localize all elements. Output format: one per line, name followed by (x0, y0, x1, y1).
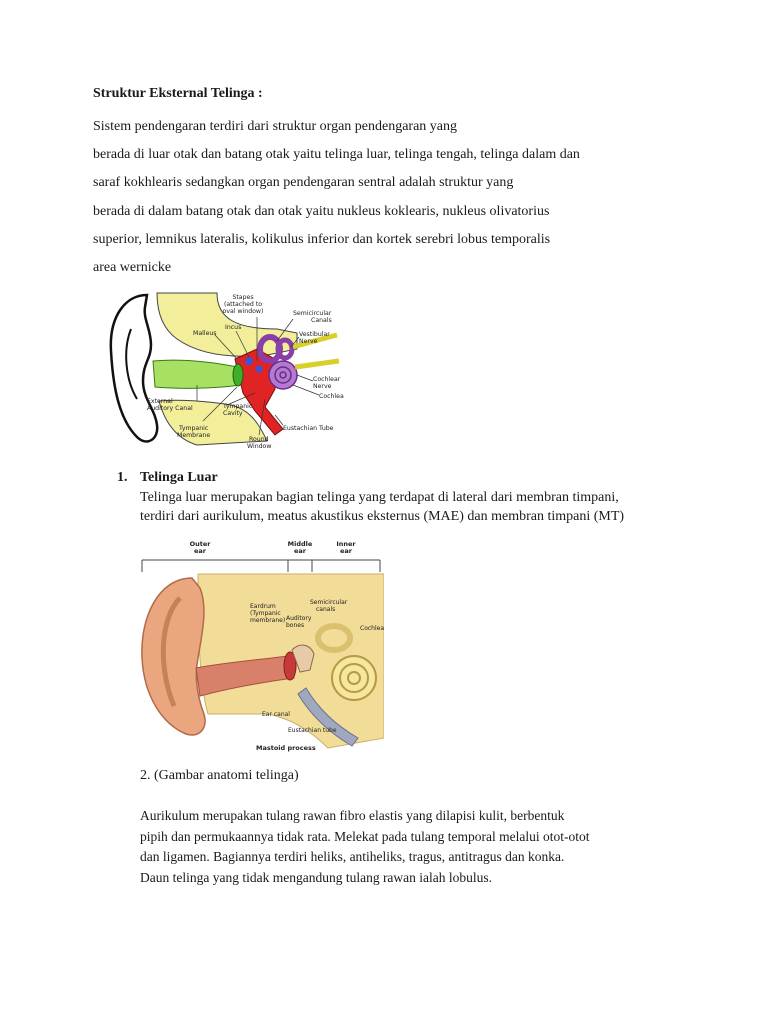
label-external-canal: Auditory Canal (147, 405, 193, 412)
section-heading: Struktur Eksternal Telinga : (93, 86, 263, 101)
label-ear-canal: Ear canal (262, 711, 290, 718)
intro-paragraph (93, 113, 713, 282)
label-outer-ear: Outer (189, 540, 211, 548)
label-cochlear-nerve: Nerve (313, 383, 332, 390)
paragraph-line: Daun telinga yang tidak mengandung tulang rawan ialah lobulus. (140, 869, 493, 885)
label-cochlea: Cochlea (360, 625, 384, 632)
label-semicircular: Semicircular (293, 310, 332, 317)
paragraph-line: berada di luar otak dan batang otak yaitu telinga luar, telinga tengah, telinga dalam dan (93, 147, 580, 163)
label-eustachian-tube: Eustachian tube (288, 727, 337, 734)
label-stapes-note: oval window) (222, 308, 264, 315)
label-outer-ear: ear (193, 547, 207, 555)
paragraph-line: berada di dalam batang otak dan otak yaitu nukleus koklearis, nukleus olivatorius (93, 203, 550, 219)
ossicle-shape (245, 357, 253, 365)
label-semicircular: Canals (311, 317, 332, 324)
paragraph-line: superior, lemnikus lateralis, kolikulus inferior dan kortek serebri lobus temporalis (93, 231, 551, 247)
label-tympanic-membrane: Membrane (177, 432, 211, 439)
label-inner-ear: ear (339, 547, 353, 555)
label-eustachian: Eustachian Tube (283, 425, 334, 432)
pinna (142, 578, 205, 735)
list-number: 1. (117, 470, 128, 485)
label-eardrum: Eardrum (250, 603, 276, 610)
cochlea (332, 656, 376, 700)
label-mastoid: Mastoid process (256, 744, 316, 752)
pinna-shape (111, 295, 157, 441)
label-eardrum: membrane) (250, 617, 286, 624)
label-stapes: Stapes (232, 294, 254, 301)
label-semicircular: canals (316, 606, 336, 613)
label-middle-ear: Middle (287, 540, 313, 548)
label-stapes-note: (attached to (223, 301, 263, 308)
paragraph-line: saraf kokhlearis sedangkan organ pendengaran sentral adalah struktur yang (93, 175, 514, 191)
label-cochlea: Cochlea (319, 393, 344, 400)
label-external-canal: External (147, 398, 173, 405)
label-incus: Incus (225, 324, 242, 331)
label-tympanic-cavity: Tympanic (223, 403, 253, 410)
list-item-body (140, 488, 624, 526)
cochlea-shape (269, 361, 297, 389)
label-auditory-bones: bones (286, 622, 305, 629)
tympanic-membrane-shape (233, 364, 243, 386)
label-semicircular: Semicircular (310, 599, 348, 606)
label-eardrum: (Tympanic (250, 610, 281, 617)
ear-cross-section-figure (138, 538, 384, 754)
label-cochlear-nerve: Cochlear (313, 376, 341, 383)
auricle-paragraph (140, 806, 589, 888)
label-inner-ear: Inner (336, 540, 356, 548)
figure-caption: 2. (Gambar anatomi telinga) (140, 768, 299, 783)
list-body-line: Telinga luar merupakan bagian telinga yang terdapat di lateral dari membran timpani, (140, 490, 619, 505)
paragraph-line: dan ligamen. Bagiannya terdiri heliks, antiheliks, tragus, antitragus dan konka. (140, 849, 565, 864)
label-auditory-bones: Auditory (286, 615, 312, 622)
ossicle-shape (256, 366, 263, 373)
paragraph-line: area wernicke (93, 260, 172, 276)
list-body-line: terdiri dari aurikulum, meatus akustikus eksternus (MAE) dan membran timpani (MT) (140, 509, 625, 524)
label-round-window: Window (247, 443, 272, 449)
label-tympanic-membrane: Tympanic (179, 425, 209, 432)
paragraph-line: pipih dan permukaannya tidak rata. Melekat pada tulang temporal melalui otot-otot (140, 828, 590, 844)
cochlear-nerve-shape (295, 361, 339, 367)
label-middle-ear: ear (293, 547, 307, 555)
label-vestibular: Nerve (299, 338, 318, 345)
paragraph-line: Aurikulum merupakan tulang rawan fibro elastis yang dilapisi kulit, berbentuk (140, 808, 565, 823)
label-tympanic-cavity: Cavity (223, 410, 243, 417)
list-item-title: Telinga Luar (140, 470, 218, 485)
label-round-window: Round (249, 436, 269, 443)
label-vestibular: Vestibular (299, 331, 330, 338)
paragraph-line: Sistem pendengaran terdiri dari struktur organ pendengaran yang (93, 119, 458, 134)
ear-canal-shape (153, 360, 241, 388)
region-brackets (142, 560, 380, 572)
ear-anatomy-diagram (107, 289, 353, 449)
label-malleus: Malleus (193, 330, 217, 337)
